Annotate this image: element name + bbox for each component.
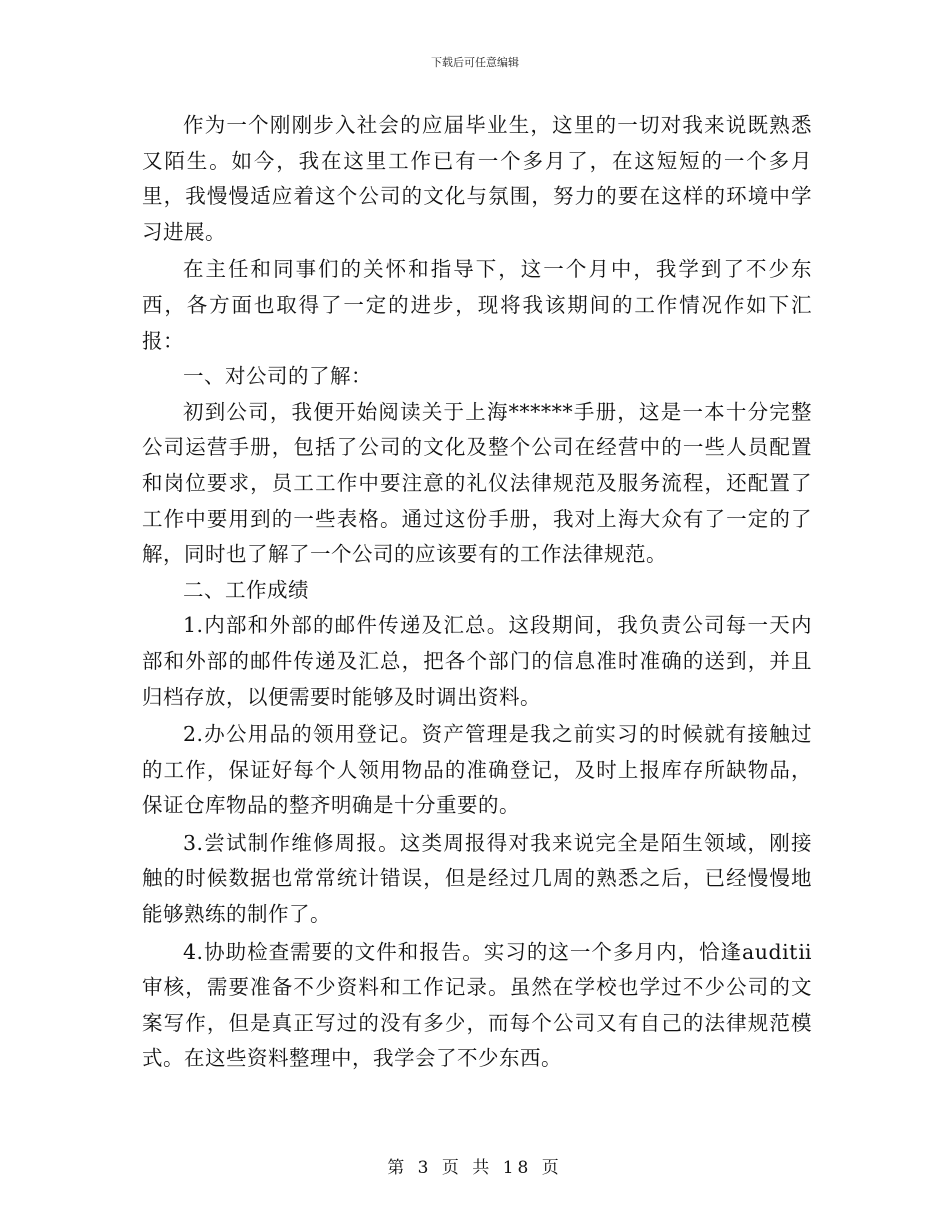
- list-item-office-supplies: 2.办公用品的领用登记。资产管理是我之前实习的时候就有接触过的工作，保证好每个人领用物品的准确登记，及时上报库存所缺物品，保证仓库物品的整齐明确是十分重要的。: [142, 722, 812, 818]
- paragraph-summary: 在主任和同事们的关怀和指导下，这一个月中，我学到了不少东西，各方面也取得了一定的进步，现将我该期间的工作情况作如下汇报：: [142, 257, 812, 353]
- page-header: 下载后可任意编辑: [431, 56, 519, 69]
- section-heading-achievements: 二、工作成绩: [183, 577, 309, 602]
- page-number-footer: 第 3 页 共 18 页: [387, 1158, 563, 1178]
- list-item-documents: 4.协助检查需要的文件和报告。实习的这一个多月内，恰逢auditⅱ审核，需要准备不少资料和工作记录。虽然在学校也学过不少公司的文案写作，但是真正写过的没有多少，而每个公司又有自己的法律规范模式。在这些资料整理中，我学会了不少东西。: [142, 939, 812, 1071]
- paragraph-company-understanding: 初到公司，我便开始阅读关于上海******手册，这是一本十分完整公司运营手册，包括了公司的文化及整个公司在经营中的一些人员配置和岗位要求，员工工作中要注意的礼仪法律规范及服务流程，还配置了工作中要用到的一些表格。通过这份手册，我对上海大众有了一定的了解，同时也了解了一个公司的应该要有的工作法律规范。: [142, 399, 812, 567]
- document-body: [142, 108, 812, 1077]
- list-item-mail: 1.内部和外部的邮件传递及汇总。这段期间，我负责公司每一天内部和外部的邮件传递及汇总，把各个部门的信息准时准确的送到，并且归档存放，以便需要时能够及时调出资料。: [142, 613, 812, 709]
- list-item-weekly-report: 3.尝试制作维修周报。这类周报得对我来说完全是陌生领域，刚接触的时候数据也常常统计错误，但是经过几周的熟悉之后，已经慢慢地能够熟练的制作了。: [142, 830, 812, 927]
- section-heading-company: 一、对公司的了解：: [183, 364, 372, 389]
- paragraph-intro: 作为一个刚刚步入社会的应届毕业生，这里的一切对我来说既熟悉又陌生。如今，我在这里工作已有一个多月了，在这短短的一个多月里，我慢慢适应着这个公司的文化与氛围，努力的要在这样的环境中学习进展。: [142, 113, 812, 244]
